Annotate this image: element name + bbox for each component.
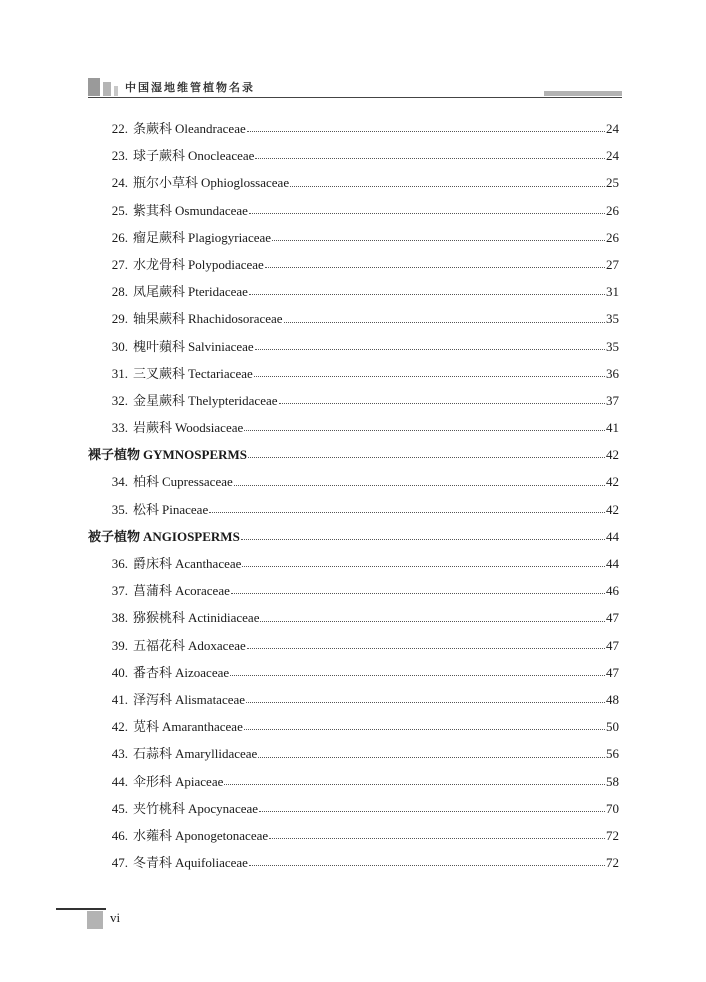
toc-entry-row[interactable] — [88, 468, 619, 495]
toc-entry-name — [133, 197, 248, 224]
toc-page-number: 35 — [606, 311, 619, 327]
footer-rule — [56, 908, 106, 910]
toc-entry-row[interactable] — [88, 740, 619, 767]
book-title: 中国湿地维管植物名录 — [125, 82, 255, 94]
toc-entry-number: 45. — [111, 800, 128, 816]
toc-entry-chinese-name: 松科 — [133, 501, 160, 517]
toc-entry-chinese-name: 泽泻科 — [133, 691, 173, 707]
toc-dot-leader — [242, 565, 605, 567]
toc-dot-leader — [255, 348, 605, 350]
toc-dot-leader — [255, 157, 605, 159]
toc-entry-name — [133, 822, 268, 849]
toc-entry-row[interactable] — [88, 360, 619, 387]
toc-entry-row[interactable] — [88, 822, 619, 849]
toc-entry-number: 40. — [111, 664, 128, 680]
toc-entry-number: 23. — [111, 148, 128, 164]
toc-dot-leader — [248, 456, 605, 458]
toc-entry-row[interactable] — [88, 659, 619, 686]
toc-entry-name — [88, 441, 247, 469]
toc-entry-chinese-name: 槐叶蘋科 — [133, 338, 186, 354]
toc-entry-chinese-name: 紫萁科 — [133, 202, 173, 218]
toc-page-number: 31 — [606, 284, 619, 300]
toc-entry-latin-name: Aizoaceae — [175, 664, 230, 680]
toc-entry-row[interactable] — [88, 305, 619, 332]
toc-entry-row[interactable] — [88, 686, 619, 713]
toc-page-number: 58 — [606, 773, 619, 789]
toc-dot-leader — [260, 620, 605, 622]
toc-entry-chinese-name: 裸子植物 — [88, 448, 141, 464]
toc-entry-chinese-name: 轴果蕨科 — [133, 311, 186, 327]
toc-entry-chinese-name: 岩蕨科 — [133, 420, 173, 436]
toc-dot-leader — [249, 864, 605, 866]
toc-entry-name — [133, 333, 254, 360]
toc-dot-leader — [246, 701, 605, 703]
toc-entry-row[interactable] — [88, 142, 619, 169]
toc-entry-number: 32. — [111, 392, 128, 408]
toc-entry-chinese-name: 球子蕨科 — [133, 148, 186, 164]
toc-dot-leader — [290, 185, 605, 187]
toc-entry-chinese-name: 伞形科 — [133, 773, 173, 789]
toc-entry-name — [133, 496, 208, 523]
toc-entry-chinese-name: 金星蕨科 — [133, 392, 186, 408]
toc-dot-leader — [209, 511, 605, 513]
page-number: vi — [110, 910, 121, 925]
toc-page-number: 47 — [606, 664, 619, 680]
toc-entry-latin-name: Acoraceae — [175, 583, 230, 599]
toc-entry-number: 42. — [111, 719, 128, 735]
toc-entry-name — [88, 523, 240, 551]
toc-entry-number: 31. — [111, 365, 128, 381]
toc-entry-row[interactable] — [88, 115, 619, 142]
toc-entry-number: 25. — [111, 202, 128, 218]
toc-entry-latin-name: Pteridaceae — [188, 284, 248, 300]
header-decoration — [88, 78, 118, 96]
toc-entry-row[interactable] — [88, 550, 619, 577]
toc-entry-row[interactable] — [88, 577, 619, 604]
toc-entry-chinese-name: 水蕹科 — [133, 827, 173, 843]
toc-page-number: 41 — [606, 420, 619, 436]
toc-entry-row[interactable] — [88, 278, 619, 305]
toc-entry-row[interactable] — [88, 795, 619, 822]
toc-entry-latin-name: Polypodiaceae — [188, 256, 264, 272]
toc-dot-leader — [234, 484, 605, 486]
toc-entry-latin-name: Pinaceae — [162, 501, 209, 517]
toc-entry-name — [133, 740, 257, 767]
toc-entry-row[interactable] — [88, 496, 619, 523]
toc-entry-chinese-name: 凤尾蕨科 — [133, 284, 186, 300]
toc-entry-chinese-name: 三叉蕨科 — [133, 365, 186, 381]
toc-entry-number: 24. — [111, 175, 128, 191]
toc-page-number: 48 — [606, 691, 619, 707]
toc-entry-name — [133, 387, 278, 414]
toc-entry-latin-name: Oleandraceae — [175, 121, 246, 136]
toc-entry-row[interactable] — [88, 414, 619, 441]
toc-dot-leader — [244, 429, 605, 431]
toc-entry-row[interactable] — [88, 333, 619, 360]
toc-entry-row[interactable] — [88, 632, 619, 659]
table-of-contents — [88, 115, 619, 876]
toc-entry-latin-name: ANGIOSPERMS — [143, 528, 240, 544]
toc-dot-leader — [241, 538, 605, 540]
toc-entry-row[interactable] — [88, 251, 619, 278]
toc-entry-name — [133, 414, 243, 441]
toc-entry-number: 44. — [111, 773, 128, 789]
toc-entry-number: 26. — [111, 229, 128, 245]
header-accent-bar — [544, 91, 622, 96]
toc-entry-name — [133, 278, 248, 305]
toc-entry-latin-name: Adoxaceae — [188, 637, 246, 653]
running-header — [88, 78, 622, 100]
toc-entry-latin-name: Aponogetonaceae — [175, 827, 269, 843]
toc-entry-row[interactable] — [88, 604, 619, 631]
toc-entry-number: 27. — [111, 256, 128, 272]
header-rule — [88, 97, 622, 98]
toc-page-number: 72 — [606, 855, 619, 871]
toc-entry-latin-name: Amaranthaceae — [162, 719, 243, 735]
toc-entry-name — [133, 577, 230, 604]
toc-entry-latin-name: Cupressaceae — [162, 474, 233, 490]
toc-entry-chinese-name: 水龙骨科 — [133, 256, 186, 272]
toc-entry-chinese-name: 冬青科 — [133, 855, 173, 871]
toc-dot-leader — [265, 266, 605, 268]
toc-entry-name — [133, 768, 223, 795]
toc-entry-latin-name: GYMNOSPERMS — [143, 447, 248, 463]
toc-entry-chinese-name: 柏科 — [133, 474, 160, 490]
toc-entry-chinese-name: 石蒜科 — [133, 746, 173, 762]
toc-entry-latin-name: Amaryllidaceae — [175, 746, 258, 762]
toc-entry-row[interactable] — [88, 224, 619, 251]
toc-entry-number: 38. — [111, 610, 128, 626]
toc-entry-latin-name: Onocleaceae — [188, 148, 255, 164]
toc-page-number: 25 — [606, 175, 619, 191]
toc-entry-latin-name: Plagiogyriaceae — [188, 229, 272, 245]
toc-entry-latin-name: Apocynaceae — [188, 800, 259, 816]
toc-page-number: 56 — [606, 746, 619, 762]
toc-entry-latin-name: Osmundaceae — [175, 202, 248, 218]
toc-entry-latin-name: Rhachidosoraceae — [188, 311, 283, 327]
toc-entry-chinese-name: 夹竹桃科 — [133, 800, 186, 816]
toc-entry-chinese-name: 瓶尔小草科 — [133, 175, 199, 191]
toc-entry-number: 37. — [111, 583, 128, 599]
toc-dot-leader — [259, 810, 605, 812]
toc-page-number: 24 — [606, 121, 619, 136]
toc-entry-row[interactable] — [88, 169, 619, 196]
toc-section-row[interactable] — [88, 523, 619, 550]
toc-entry-chinese-name: 条蕨科 — [133, 121, 173, 136]
toc-page-number: 44 — [606, 556, 619, 571]
toc-entry-number: 33. — [111, 420, 128, 436]
toc-page-number: 46 — [606, 583, 619, 599]
toc-entry-name — [133, 686, 245, 713]
toc-page-number: 42 — [606, 447, 619, 463]
toc-dot-leader — [231, 592, 605, 594]
toc-dot-leader — [249, 293, 605, 295]
toc-dot-leader — [230, 674, 605, 676]
toc-page-number: 70 — [606, 800, 619, 816]
toc-entry-chinese-name: 瘤足蕨科 — [133, 229, 186, 245]
toc-entry-name — [133, 550, 241, 577]
toc-entry-row[interactable] — [88, 197, 619, 224]
toc-dot-leader — [247, 647, 605, 649]
toc-entry-name — [133, 224, 271, 251]
toc-page-number: 72 — [606, 827, 619, 843]
toc-entry-name — [133, 142, 254, 169]
toc-entry-latin-name: Apiaceae — [175, 773, 224, 789]
toc-page-number: 37 — [606, 392, 619, 408]
toc-dot-leader — [279, 402, 605, 404]
toc-entry-name — [133, 713, 243, 740]
toc-entry-number: 28. — [111, 284, 128, 300]
toc-page-number: 50 — [606, 719, 619, 735]
toc-entry-number: 30. — [111, 338, 128, 354]
toc-entry-name — [133, 604, 259, 631]
toc-entry-latin-name: Alismataceae — [175, 691, 246, 707]
header-block-medium — [103, 82, 111, 96]
toc-dot-leader — [244, 728, 605, 730]
toc-entry-number: 29. — [111, 311, 128, 327]
toc-page-number: 47 — [606, 637, 619, 653]
toc-dot-leader — [272, 239, 605, 241]
toc-page-number: 44 — [606, 528, 619, 544]
toc-entry-latin-name: Tectariaceae — [188, 365, 253, 381]
toc-entry-row[interactable] — [88, 713, 619, 740]
toc-entry-chinese-name: 番杏科 — [133, 664, 173, 680]
toc-entry-row[interactable] — [88, 849, 619, 876]
toc-entry-name — [133, 115, 246, 142]
toc-entry-chinese-name: 苋科 — [133, 719, 160, 735]
toc-entry-name — [133, 795, 258, 822]
toc-entry-number: 46. — [111, 827, 128, 843]
toc-dot-leader — [258, 756, 605, 758]
toc-entry-name — [133, 468, 233, 495]
toc-dot-leader — [249, 212, 605, 214]
toc-dot-leader — [254, 375, 605, 377]
toc-entry-latin-name: Actinidiaceae — [188, 610, 260, 626]
toc-page-number: 47 — [606, 610, 619, 626]
toc-entry-name — [133, 169, 289, 196]
toc-entry-latin-name: Acanthaceae — [175, 556, 242, 571]
toc-page-number: 24 — [606, 148, 619, 164]
toc-page-number: 26 — [606, 229, 619, 245]
toc-entry-row[interactable] — [88, 387, 619, 414]
toc-entry-latin-name: Woodsiaceae — [175, 420, 244, 436]
toc-entry-latin-name: Salviniaceae — [188, 338, 254, 354]
toc-entry-chinese-name: 爵床科 — [133, 556, 173, 571]
toc-entry-latin-name: Thelypteridaceae — [188, 392, 278, 408]
toc-entry-number: 41. — [111, 691, 128, 707]
toc-entry-name — [133, 632, 246, 659]
toc-entry-number: 47. — [111, 855, 128, 871]
toc-entry-number: 22. — [111, 121, 128, 136]
toc-entry-row[interactable] — [88, 768, 619, 795]
toc-entry-latin-name: Ophioglossaceae — [201, 175, 290, 191]
toc-entry-chinese-name: 五福花科 — [133, 637, 186, 653]
toc-entry-name — [133, 251, 264, 278]
page-footer — [56, 908, 156, 930]
toc-dot-leader — [224, 783, 605, 785]
toc-entry-number: 34. — [111, 474, 128, 490]
toc-entry-name — [133, 360, 253, 387]
toc-page-number: 35 — [606, 338, 619, 354]
toc-dot-leader — [284, 321, 605, 323]
header-block-small — [114, 86, 118, 96]
toc-entry-number: 36. — [111, 556, 128, 571]
toc-entry-number: 39. — [111, 637, 128, 653]
toc-entry-chinese-name: 菖蒲科 — [133, 583, 173, 599]
toc-page-number: 36 — [606, 365, 619, 381]
toc-dot-leader — [247, 130, 605, 132]
toc-entry-number: 43. — [111, 746, 128, 762]
toc-entry-name — [133, 305, 283, 332]
toc-entry-name — [133, 849, 248, 876]
header-block-large — [88, 78, 100, 96]
toc-entry-number: 35. — [111, 501, 128, 517]
footer-block — [87, 911, 103, 929]
toc-entry-chinese-name: 被子植物 — [88, 529, 141, 545]
toc-entry-name — [133, 659, 229, 686]
toc-entry-chinese-name: 猕猴桃科 — [133, 610, 186, 626]
toc-dot-leader — [269, 837, 605, 839]
toc-page-number: 26 — [606, 202, 619, 218]
toc-entry-latin-name: Aquifoliaceae — [175, 855, 248, 871]
toc-page-number: 42 — [606, 474, 619, 490]
toc-section-row[interactable] — [88, 441, 619, 468]
toc-page-number: 27 — [606, 256, 619, 272]
toc-page-number: 42 — [606, 501, 619, 517]
